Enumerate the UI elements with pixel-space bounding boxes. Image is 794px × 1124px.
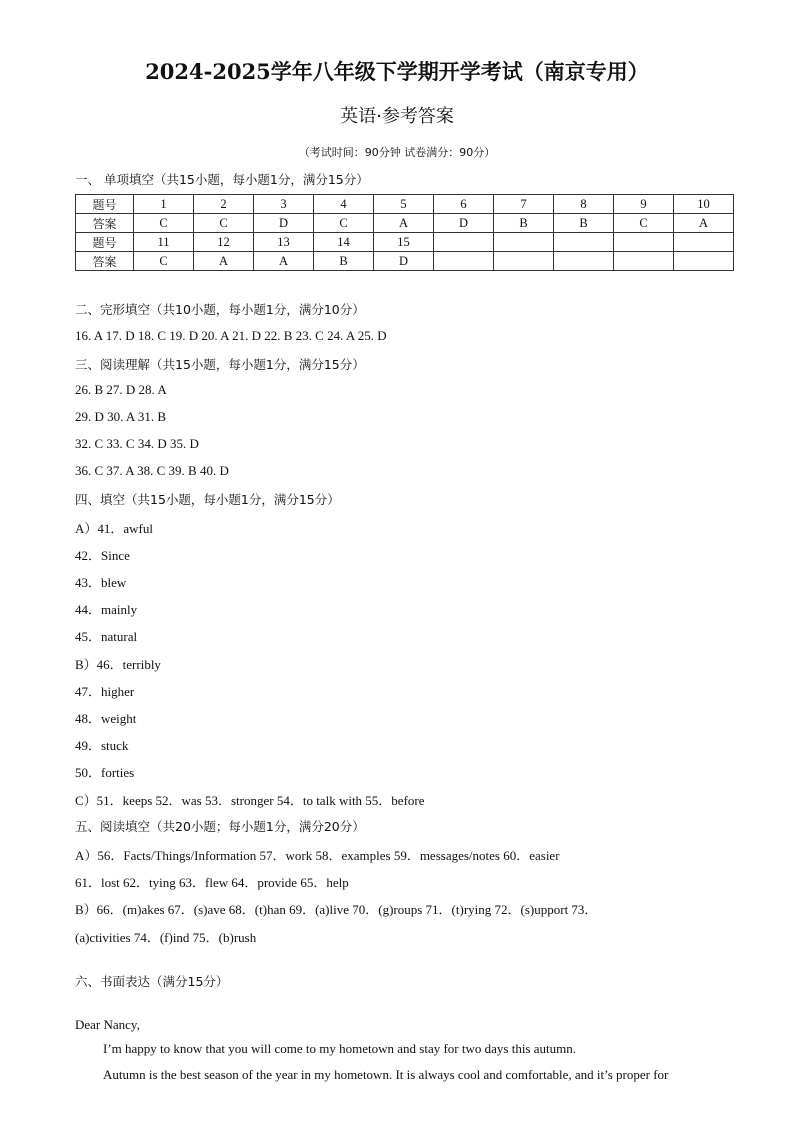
table-cell: [554, 252, 614, 271]
table-cell: 4: [314, 195, 374, 214]
table-cell: 3: [254, 195, 314, 214]
answer-line: (a)ctivities 74．(f)ind 75．(b)rush: [75, 930, 257, 945]
answer-line: 32. C 33. C 34. D 35. D: [75, 436, 199, 451]
section6-heading: 六、书面表达（满分15分）: [75, 974, 229, 989]
table-row: [76, 214, 734, 233]
table-row: [76, 252, 734, 271]
document-title: 2024-2025学年八年级下学期开学考试（南京专用）: [145, 59, 649, 84]
table-cell: B: [554, 214, 614, 233]
answer-line: 42．Since: [75, 548, 130, 563]
answer-line: B）46．terribly: [75, 657, 161, 672]
table-row-label: 题号: [76, 233, 134, 252]
table-cell: [674, 233, 734, 252]
table-cell: A: [674, 214, 734, 233]
table-cell: 12: [194, 233, 254, 252]
table-cell: C: [194, 214, 254, 233]
table-row: [76, 233, 734, 252]
table-cell: 2: [194, 195, 254, 214]
table-cell: C: [314, 214, 374, 233]
table-cell: B: [494, 214, 554, 233]
table-cell: 15: [374, 233, 434, 252]
table-row: [76, 195, 734, 214]
section3-heading: 三、阅读理解（共15小题，每小题1分，满分15分）: [75, 357, 365, 372]
section1-heading: 一、 单项填空（共15小题，每小题1分，满分15分）: [75, 172, 369, 187]
section4-heading: 四、填空（共15小题，每小题1分，满分15分）: [75, 492, 340, 507]
table-cell: [614, 252, 674, 271]
letter-greeting: Dear Nancy,: [75, 1017, 140, 1032]
answer-line: C）51．keeps 52．was 53．stronger 54．to talk with 55．before: [75, 793, 425, 808]
table-row-label: 答案: [76, 214, 134, 233]
table-cell: A: [254, 252, 314, 271]
table-cell: 11: [134, 233, 194, 252]
answer-line: 48．weight: [75, 711, 137, 726]
table-cell: D: [434, 214, 494, 233]
table-cell: 5: [374, 195, 434, 214]
table-row-label: 答案: [76, 252, 134, 271]
answer-line: 26. B 27. D 28. A: [75, 382, 167, 397]
table-cell: [434, 233, 494, 252]
table-cell: 8: [554, 195, 614, 214]
document-subtitle: 英语·参考答案: [340, 106, 454, 127]
table-cell: [614, 233, 674, 252]
table-cell: 9: [614, 195, 674, 214]
answer-line: 50．forties: [75, 765, 135, 780]
answer-line: A）41．awful: [75, 521, 153, 536]
section5-heading: 五、阅读填空（共20小题；每小题1分，满分20分）: [75, 819, 365, 834]
table-cell: C: [134, 214, 194, 233]
table-row-label: 题号: [76, 195, 134, 214]
table-cell: [494, 252, 554, 271]
exam-info: （考试时间：90分钟 试卷满分：90分）: [298, 146, 496, 159]
table-cell: 10: [674, 195, 734, 214]
table-cell: A: [194, 252, 254, 271]
table-cell: 1: [134, 195, 194, 214]
table-cell: [674, 252, 734, 271]
answer-table: [75, 194, 734, 271]
table-cell: C: [614, 214, 674, 233]
answer-line: 44．mainly: [75, 602, 138, 617]
table-cell: A: [374, 214, 434, 233]
table-cell: 13: [254, 233, 314, 252]
answer-line: 29. D 30. A 31. B: [75, 409, 167, 424]
answer-line: 16. A 17. D 18. C 19. D 20. A 21. D 22. B 23. C 24. A 25. D: [75, 328, 387, 343]
answer-line: B）66．(m)akes 67．(s)ave 68．(t)han 69．(a)live 70．(g)roups 71．(t)rying 72．(s)upport 73．: [75, 902, 598, 917]
table-cell: [434, 252, 494, 271]
table-cell: C: [134, 252, 194, 271]
answer-line: 61．lost 62．tying 63．flew 64．provide 65．help: [75, 875, 349, 890]
answer-line: 47．higher: [75, 684, 135, 699]
letter-paragraph: Autumn is the best season of the year in my hometown. It is always cool and comfortable, and it’s proper for: [103, 1067, 669, 1082]
table-cell: B: [314, 252, 374, 271]
section2-heading: 二、完形填空（共10小题，每小题1分，满分10分）: [75, 302, 365, 317]
answer-line: 49．stuck: [75, 738, 129, 753]
table-cell: D: [254, 214, 314, 233]
answer-line: 36. C 37. A 38. C 39. B 40. D: [75, 463, 229, 478]
letter-paragraph: I’m happy to know that you will come to my hometown and stay for two days this autumn.: [103, 1041, 576, 1056]
answer-line: 43．blew: [75, 575, 127, 590]
answer-line: A）56．Facts/Things/Information 57．work 58．examples 59．messages/notes 60．easier: [75, 848, 560, 863]
table-cell: D: [374, 252, 434, 271]
table-cell: 6: [434, 195, 494, 214]
answer-line: 45．natural: [75, 629, 138, 644]
table-cell: 14: [314, 233, 374, 252]
table-cell: [554, 233, 614, 252]
table-cell: [494, 233, 554, 252]
table-cell: 7: [494, 195, 554, 214]
